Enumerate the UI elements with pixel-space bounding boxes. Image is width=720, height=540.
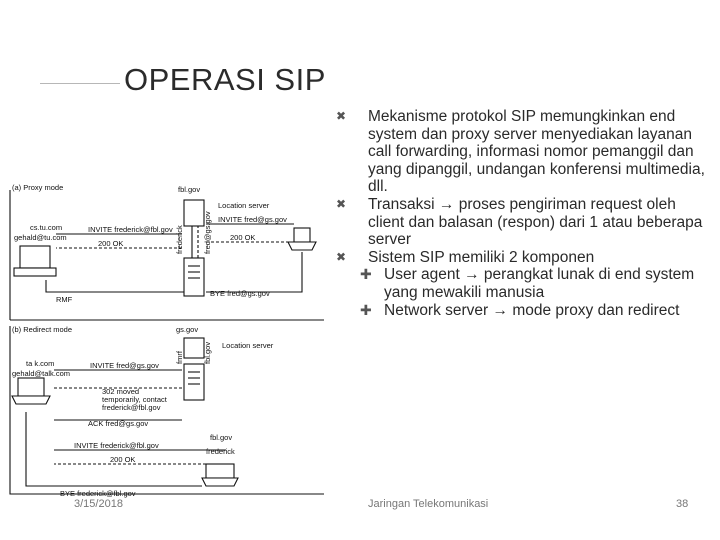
proxy-server-box <box>184 258 204 296</box>
redirect-302-line3: frederick@fbl.gov <box>102 403 161 412</box>
proxy-location-db <box>184 200 204 226</box>
proxy-vertical-fred: fred@gs.gov <box>203 211 212 254</box>
redirect-bye-label: BYE frederick@fbl.gov <box>60 489 136 498</box>
x-bullet-icon: ✖ <box>336 249 347 264</box>
redirect-client-user: gehald@talk.com <box>12 369 71 378</box>
redirect-mode-caption: (b) Redirect mode <box>12 325 73 334</box>
redirect-vertical-fmrf: fmrf <box>175 351 184 364</box>
bullet-text: Transaksi → proses pengiriman request oleh client dan balasan (respon) dari 1 atau beberapa server <box>368 195 703 249</box>
redirect-invite-label: INVITE fred@gs.gov <box>90 361 159 370</box>
redirect-callee-user: frederick <box>206 447 235 456</box>
redirect-server-box <box>184 364 204 400</box>
proxy-client-user: gehald@tu.com <box>14 233 67 242</box>
redirect-ok-label: 200 OK <box>110 455 136 464</box>
redirect-location-server-label: Location server <box>222 341 274 350</box>
proxy-bye-label: BYE fred@gs.gov <box>210 289 270 298</box>
bullet-item <box>336 196 716 249</box>
sub-bullet-item <box>336 302 716 320</box>
sub-bullet-text: Network server → mode proxy dan redirect <box>384 301 680 319</box>
sub-bullet-text: User agent → perangkat lunak di end system yang mewakili manusia <box>384 266 695 301</box>
page-number: 38 <box>676 498 689 510</box>
x-bullet-icon: ✖ <box>336 109 347 123</box>
bullet-list <box>336 108 716 319</box>
proxy-invite-label: INVITE frederick@fbl.gov <box>88 225 173 234</box>
proxy-ok-client-label: 200 OK <box>98 239 124 248</box>
redirect-client-domain: ta k.com <box>26 359 55 368</box>
sub-bullet-item <box>336 266 716 301</box>
plus-bullet-icon: ✚ <box>360 301 372 318</box>
redirect-callee-computer <box>206 464 234 478</box>
proxy-client-domain: cs.tu.com <box>30 223 63 232</box>
redirect-server-label: gs.gov <box>176 325 199 334</box>
proxy-rmf-label: RMF <box>56 295 73 304</box>
proxy-ok-callee-label: 200 OK <box>230 233 256 242</box>
redirect-callee-domain: fbl.gov <box>210 433 233 442</box>
sip-diagram-figure <box>6 182 330 500</box>
proxy-server-label: fbl.gov <box>178 185 201 194</box>
redirect-invite2-label: INVITE frederick@fbl.gov <box>74 441 159 450</box>
redirect-302-line2: temporarily, contact <box>102 395 167 404</box>
proxy-forward-invite-label: INVITE fred@gs.gov <box>218 215 287 224</box>
redirect-ack-label: ACK fred@gs.gov <box>88 419 149 428</box>
redirect-location-db <box>184 338 204 358</box>
bullet-text: Sistem SIP memiliki 2 komponen <box>368 248 595 266</box>
proxy-callee-computer <box>294 228 310 242</box>
proxy-client-computer <box>20 246 50 268</box>
redirect-client-computer <box>18 378 44 396</box>
bullet-item <box>336 249 716 267</box>
plus-bullet-icon: ✚ <box>360 266 372 283</box>
bullet-text: Mekanisme protokol SIP memungkinkan end system dan proxy server menyediakan layanan call forwarding, informasi nomor pemanggil dan yang dipanggil, undangan konferensi multimedia, dll. <box>368 108 705 196</box>
proxy-mode-caption: (a) Proxy mode <box>12 183 64 192</box>
redirect-mode-frame <box>10 326 324 494</box>
footer-date: 3/15/2018 <box>74 498 123 510</box>
sip-operation-diagram <box>6 182 330 500</box>
redirect-vertical-fbl: fbl.gov <box>203 341 212 364</box>
x-bullet-icon: ✖ <box>336 196 347 211</box>
redirect-302-line1: 302 moved <box>102 387 140 396</box>
bullet-item <box>336 108 716 196</box>
proxy-location-server-label: Location server <box>218 201 270 210</box>
slide-title: OPERASI SIP <box>120 62 334 98</box>
footer-center: Jaringan Telekomunikasi <box>368 498 489 510</box>
proxy-vertical-frederick: frederick <box>175 225 184 254</box>
